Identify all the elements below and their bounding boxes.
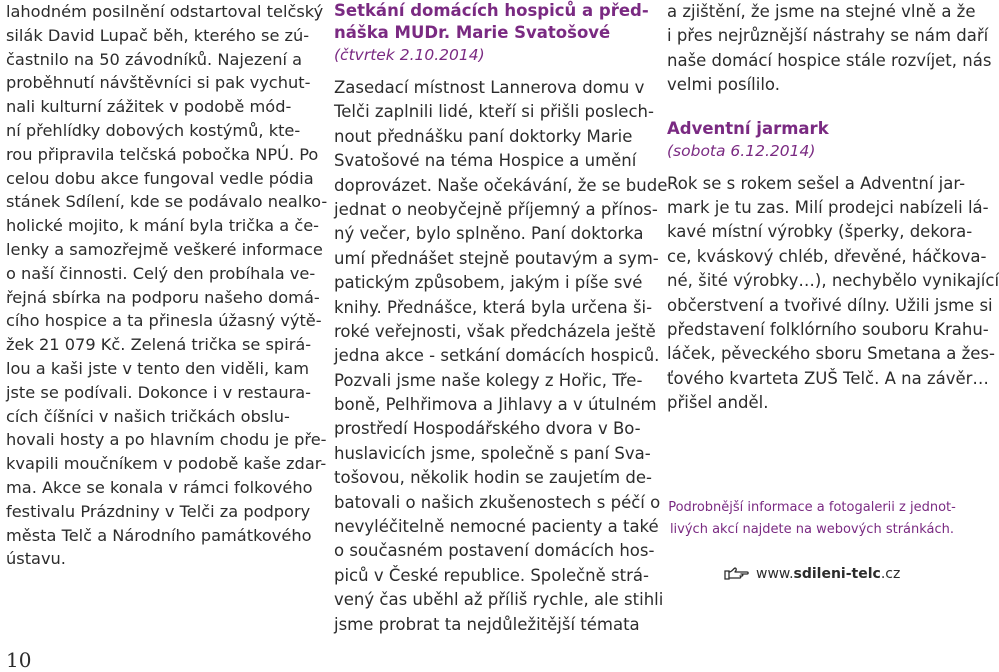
text-line: nevyléčitelně nemocné pacienty a také	[334, 517, 659, 537]
text-line: patickým způsobem, jakým i píše své	[334, 273, 643, 293]
text-line: o naší činnosti. Celý den probíhala ve-	[6, 263, 316, 283]
pointing-hand-icon	[724, 567, 750, 581]
text-line: kavé místní výrobky (šperky, dekora-	[667, 222, 973, 242]
text-line: ústavu.	[6, 549, 66, 569]
text-line: města Telč a Národního památkového	[6, 525, 312, 545]
text-line: knihy. Přednášce, která byla určena ši-	[334, 297, 653, 317]
text-line: lahodném posilnění odstartoval telčský	[6, 2, 324, 21]
text-line: častnilo na 50 závodníků. Najezení a	[6, 49, 303, 69]
text-line: cích číšníci v našich tričkách obslu-	[6, 406, 290, 426]
text-line: Svatošové na téma Hospice a umění	[334, 151, 637, 171]
text-line: žek 21 079 Kč. Zelená trička se spirá-	[6, 335, 312, 355]
section-heading: Setkání domácích hospiců a před-	[334, 1, 649, 20]
text-line: nout přednášku paní doktorky Marie	[334, 126, 633, 146]
text-line: festivalu Prázdniny v Telči za podpory	[6, 501, 311, 521]
text-line: ní přehlídky dobových kostýmů, kte-	[6, 120, 301, 140]
text-line: hovali hosty a po hlavním chodu je pře-	[6, 430, 327, 450]
text-line: jedna akce - setkání domácích hospiců.	[334, 346, 660, 366]
text-line: Rok se s rokem sešel a Adventní jar-	[667, 173, 966, 193]
text-line: proběhnutí návštěvníci si pak vychut-	[6, 73, 311, 93]
text-line: láček, pěveckého sboru Smetana a žes-	[667, 344, 995, 364]
website-link[interactable]	[724, 566, 900, 582]
text-line: představení folklórního souboru Krahu-	[667, 319, 989, 339]
text-line: lou a kaši jste v tento den viděli, kam	[6, 358, 310, 378]
column-left	[6, 0, 328, 571]
section-date: (čtvrtek 2.10.2014)	[334, 46, 485, 64]
text-line: tošovou, několik hodin se zaujetím de-	[334, 468, 652, 488]
text-line: lenky a samozřejmě veškeré informace	[6, 239, 323, 259]
text-line: ce, kváskový chléb, dřevěné, háčkova-	[667, 246, 987, 266]
text-line: boně, Pelhřimova a Jihlavy a v útulném	[334, 395, 657, 415]
info-note: livých akcí najdete na webových stránkách.	[669, 522, 955, 538]
text-line: naše domácí hospice stále rozvíjet, nás	[667, 50, 992, 70]
page-number: 10	[6, 648, 32, 672]
website-url: www.sdileni-telc.cz	[756, 566, 901, 582]
text-line: roké veřejnosti, však předcházela ještě	[334, 321, 656, 341]
text-line: piců v České republice. Společně strá-	[334, 565, 649, 585]
text-line: cího hospice a ta přinesla úžasný výtě-	[6, 311, 322, 331]
text-line: jste se podívali. Dokonce i v restaura-	[6, 382, 311, 402]
text-line: prostředí Hospodářského dvora v Bo-	[334, 419, 641, 439]
text-line: huslavicích jsme, společně s paní Sva-	[334, 443, 651, 463]
text-line: vený čas uběhl až příliš rychle, ale stihli	[334, 590, 664, 610]
text-line: stánek Sdílení, kde se podávalo nealko-	[6, 192, 328, 212]
text-line: ma. Akce se konala v rámci folkového	[6, 477, 313, 497]
text-line: mark je tu zas. Milí prodejci nabízeli lá-	[667, 197, 989, 217]
text-line: přišel anděl.	[667, 393, 769, 413]
text-line: nali kulturní zážitek v podobě mód-	[6, 97, 292, 117]
section-heading: náška MUDr. Marie Svatošové	[334, 23, 611, 42]
text-line: řejná sbírka na podporu našeho domá-	[6, 287, 320, 307]
text-line: jednat o neobyčejně příjemný a přínos-	[334, 199, 658, 219]
text-line: batovali o našich zkušenostech s péčí o	[334, 492, 661, 512]
info-note: Podrobnější informace a fotogalerii z jednot-	[668, 500, 956, 516]
text-line: doprovázet. Naše očekávání, že se bude	[334, 175, 668, 195]
text-line: silák David Lupač běh, kterého se zú-	[6, 25, 310, 45]
text-line: Zasedací místnost Lannerova domu v	[334, 78, 645, 97]
text-line: jsme probrat ta nejdůležitější témata	[334, 614, 640, 634]
section-date: (sobota 6.12.2014)	[667, 141, 816, 160]
text-line: holické mojito, k mání byla trička a če-	[6, 216, 320, 236]
text-line: Telči zaplnili lidé, kteří si přišli poslech-	[334, 102, 654, 122]
section-heading: Adventní jarmark	[667, 118, 829, 138]
text-line: i přes nejrůznější nástrahy se nám daří	[667, 26, 989, 46]
text-line: občerstvení a tvořivé dílny. Užili jsme si	[667, 295, 993, 315]
text-line: né, šité výrobky…), nechybělo vynikající	[667, 271, 999, 291]
column-right	[667, 0, 999, 541]
text-line: ný večer, bylo splněno. Paní doktorka	[334, 224, 644, 244]
text-line: Pozvali jsme naše kolegy z Hořic, Tře-	[334, 370, 643, 390]
text-line: celou dobu akce fungoval vedle pódia	[6, 168, 314, 188]
text-line: ťového kvarteta ZUŠ Telč. A na závěr…	[667, 368, 989, 388]
text-line: rou připravila telčská pobočka NPÚ. Po	[6, 144, 319, 164]
text-line: velmi posílilo.	[667, 75, 780, 95]
text-line: a zjištění, že jsme na stejné vlně a že	[667, 2, 976, 21]
column-middle	[334, 0, 668, 637]
text-line: kvapili moučníkem v podobě kaše zdar-	[6, 454, 327, 474]
text-line: o současném postavení domácích hos-	[334, 541, 655, 561]
text-line: umí přednášet stejně poutavým a sym-	[334, 248, 659, 268]
